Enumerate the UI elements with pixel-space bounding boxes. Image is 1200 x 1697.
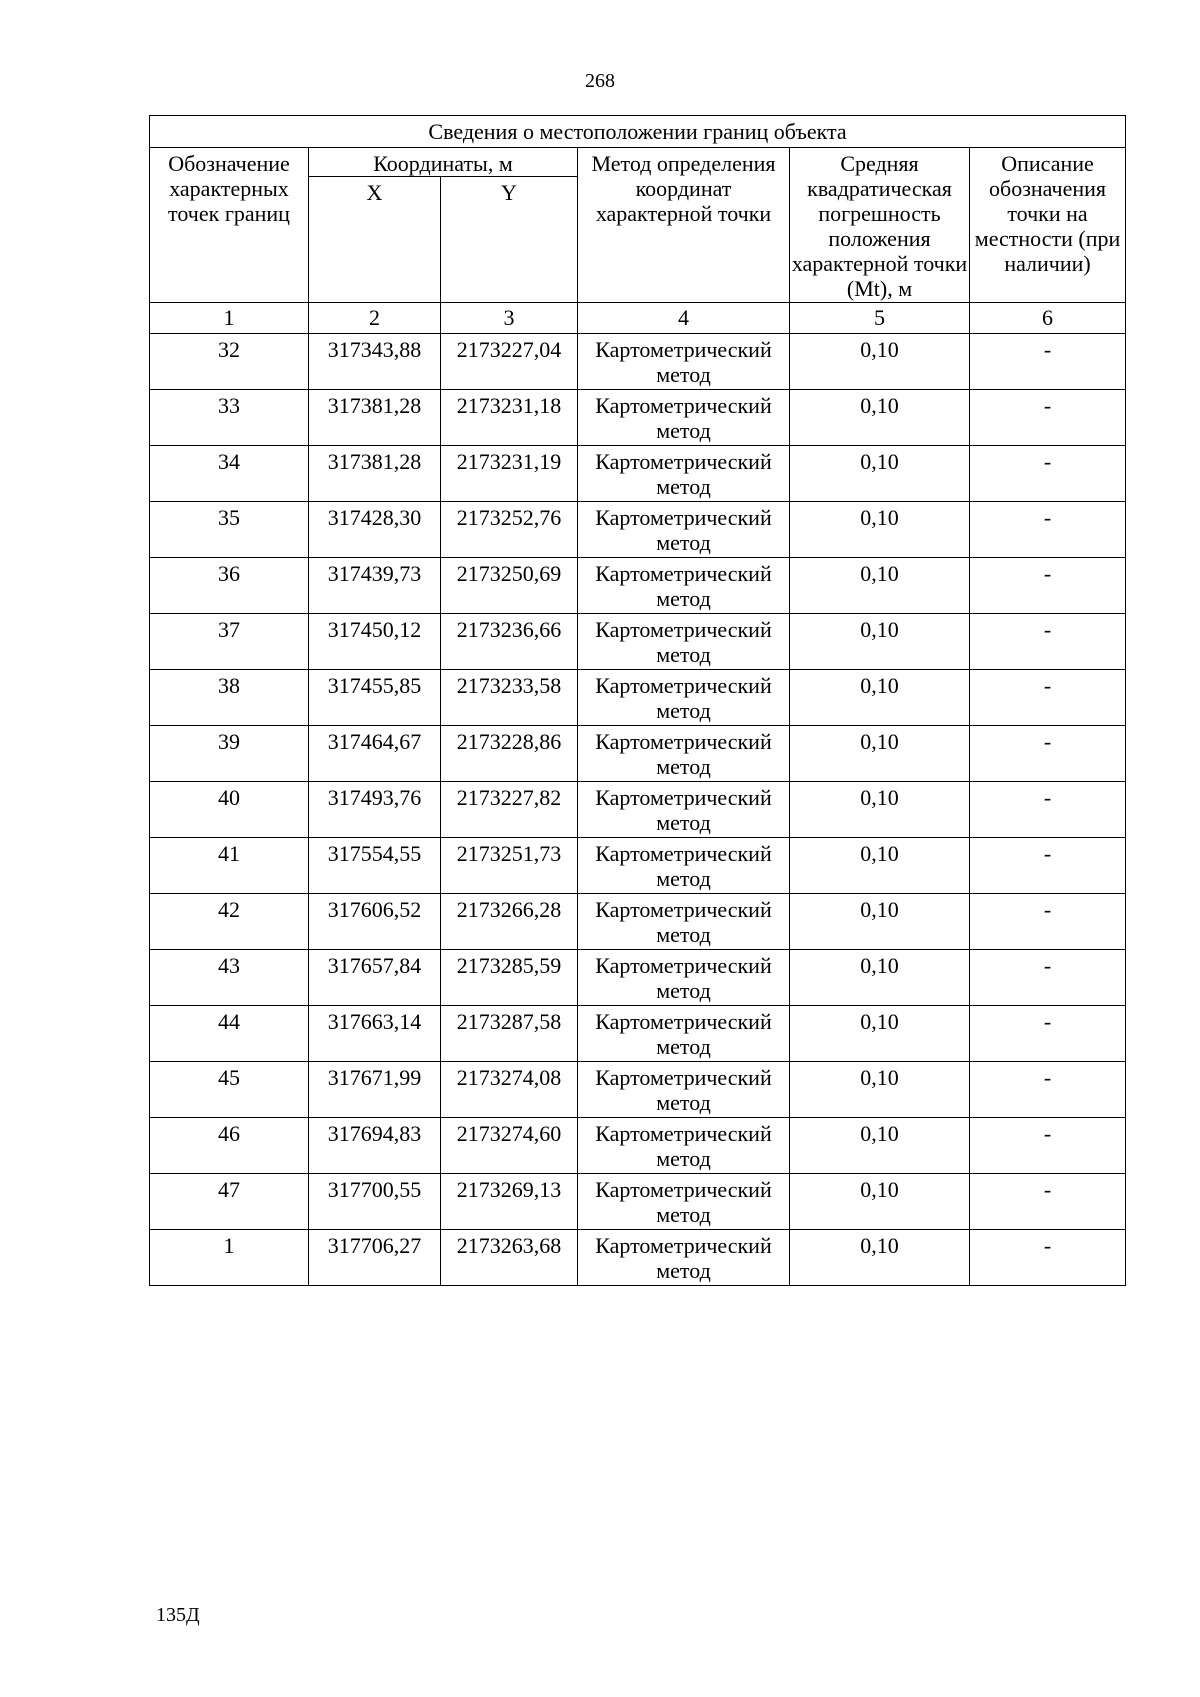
method-text: метод <box>656 1146 711 1171</box>
method-text: Картометрический <box>595 897 772 922</box>
table-row <box>150 1062 1126 1118</box>
description-cell: - <box>970 1006 1126 1062</box>
y-coordinate-cell: 2173227,82 <box>441 782 578 838</box>
point-cell: 1 <box>150 1230 309 1286</box>
y-coordinate-cell: 2173231,18 <box>441 390 578 446</box>
column-number: 2 <box>309 303 441 334</box>
description-cell: - <box>970 670 1126 726</box>
table-row <box>150 1118 1126 1174</box>
x-coordinate-cell: 317381,28 <box>309 446 441 502</box>
method-text: Картометрический <box>595 505 772 530</box>
table-row <box>150 726 1126 782</box>
method-text: Картометрический <box>595 841 772 866</box>
x-coordinate-cell: 317606,52 <box>309 894 441 950</box>
method-text: метод <box>656 978 711 1003</box>
description-cell: - <box>970 894 1126 950</box>
method-cell <box>578 1118 790 1174</box>
error-cell: 0,10 <box>790 1062 970 1118</box>
table-row <box>150 502 1126 558</box>
method-cell <box>578 502 790 558</box>
point-cell: 32 <box>150 334 309 390</box>
method-text: метод <box>656 1090 711 1115</box>
x-coordinate-cell: 317657,84 <box>309 950 441 1006</box>
method-cell <box>578 446 790 502</box>
description-cell: - <box>970 1174 1126 1230</box>
point-cell: 42 <box>150 894 309 950</box>
method-cell <box>578 670 790 726</box>
header-method: Метод определения координат характерной точки <box>578 148 790 303</box>
method-text: Картометрический <box>595 337 772 362</box>
point-cell: 40 <box>150 782 309 838</box>
description-cell: - <box>970 838 1126 894</box>
method-text: Картометрический <box>595 1065 772 1090</box>
method-cell <box>578 614 790 670</box>
error-cell: 0,10 <box>790 1174 970 1230</box>
error-cell: 0,10 <box>790 1230 970 1286</box>
table-row <box>150 894 1126 950</box>
error-cell: 0,10 <box>790 782 970 838</box>
x-coordinate-cell: 317464,67 <box>309 726 441 782</box>
description-cell: - <box>970 390 1126 446</box>
method-text: Картометрический <box>595 617 772 642</box>
x-coordinate-cell: 317694,83 <box>309 1118 441 1174</box>
method-cell <box>578 334 790 390</box>
method-cell <box>578 726 790 782</box>
header-point-designation: Обозначение характерных точек границ <box>150 148 309 303</box>
method-text: метод <box>656 418 711 443</box>
y-coordinate-cell: 2173266,28 <box>441 894 578 950</box>
method-text: метод <box>656 810 711 835</box>
table-row <box>150 1230 1126 1286</box>
x-coordinate-cell: 317671,99 <box>309 1062 441 1118</box>
table-row <box>150 1006 1126 1062</box>
method-text: Картометрический <box>595 729 772 754</box>
error-cell: 0,10 <box>790 558 970 614</box>
y-coordinate-cell: 2173231,19 <box>441 446 578 502</box>
description-cell: - <box>970 726 1126 782</box>
column-number: 6 <box>970 303 1126 334</box>
method-text: метод <box>656 362 711 387</box>
error-cell: 0,10 <box>790 334 970 390</box>
method-cell <box>578 390 790 446</box>
method-text: метод <box>656 642 711 667</box>
method-text: метод <box>656 754 711 779</box>
x-coordinate-cell: 317554,55 <box>309 838 441 894</box>
column-number: 5 <box>790 303 970 334</box>
method-text: метод <box>656 586 711 611</box>
table-row <box>150 334 1126 390</box>
table-row <box>150 1174 1126 1230</box>
point-cell: 33 <box>150 390 309 446</box>
point-cell: 47 <box>150 1174 309 1230</box>
header-description: Описание обозначения точки на местности (при наличии) <box>970 148 1126 303</box>
x-coordinate-cell: 317450,12 <box>309 614 441 670</box>
method-text: метод <box>656 922 711 947</box>
method-text: Картометрический <box>595 561 772 586</box>
y-coordinate-cell: 2173228,86 <box>441 726 578 782</box>
description-cell: - <box>970 502 1126 558</box>
point-cell: 44 <box>150 1006 309 1062</box>
method-text: Картометрический <box>595 1177 772 1202</box>
point-cell: 46 <box>150 1118 309 1174</box>
description-cell: - <box>970 782 1126 838</box>
column-number: 1 <box>150 303 309 334</box>
method-cell <box>578 1174 790 1230</box>
point-cell: 43 <box>150 950 309 1006</box>
method-text: метод <box>656 698 711 723</box>
point-cell: 45 <box>150 1062 309 1118</box>
method-text: Картометрический <box>595 393 772 418</box>
method-text: Картометрический <box>595 673 772 698</box>
page-number: 268 <box>585 70 615 92</box>
method-cell <box>578 1006 790 1062</box>
point-cell: 37 <box>150 614 309 670</box>
error-cell: 0,10 <box>790 614 970 670</box>
column-number: 4 <box>578 303 790 334</box>
error-cell: 0,10 <box>790 670 970 726</box>
y-coordinate-cell: 2173236,66 <box>441 614 578 670</box>
point-cell: 36 <box>150 558 309 614</box>
table-row <box>150 838 1126 894</box>
y-coordinate-cell: 2173252,76 <box>441 502 578 558</box>
table-body <box>150 334 1126 1286</box>
y-coordinate-cell: 2173251,73 <box>441 838 578 894</box>
method-cell <box>578 782 790 838</box>
table-row <box>150 614 1126 670</box>
x-coordinate-cell: 317493,76 <box>309 782 441 838</box>
error-cell: 0,10 <box>790 838 970 894</box>
description-cell: - <box>970 1118 1126 1174</box>
header-x: X <box>309 177 441 303</box>
method-text: метод <box>656 866 711 891</box>
y-coordinate-cell: 2173285,59 <box>441 950 578 1006</box>
x-coordinate-cell: 317700,55 <box>309 1174 441 1230</box>
error-cell: 0,10 <box>790 950 970 1006</box>
method-text: метод <box>656 1202 711 1227</box>
y-coordinate-cell: 2173274,60 <box>441 1118 578 1174</box>
table-row <box>150 558 1126 614</box>
method-text: Картометрический <box>595 1121 772 1146</box>
description-cell: - <box>970 1062 1126 1118</box>
x-coordinate-cell: 317663,14 <box>309 1006 441 1062</box>
description-cell: - <box>970 614 1126 670</box>
y-coordinate-cell: 2173287,58 <box>441 1006 578 1062</box>
table-row <box>150 782 1126 838</box>
y-coordinate-cell: 2173263,68 <box>441 1230 578 1286</box>
point-cell: 34 <box>150 446 309 502</box>
error-cell: 0,10 <box>790 502 970 558</box>
x-coordinate-cell: 317439,73 <box>309 558 441 614</box>
y-coordinate-cell: 2173227,04 <box>441 334 578 390</box>
y-coordinate-cell: 2173250,69 <box>441 558 578 614</box>
footer-code: 135Д <box>156 1604 200 1626</box>
method-text: Картометрический <box>595 953 772 978</box>
method-cell <box>578 950 790 1006</box>
x-coordinate-cell: 317428,30 <box>309 502 441 558</box>
header-coordinates: Координаты, м <box>309 148 578 177</box>
description-cell: - <box>970 446 1126 502</box>
method-text: метод <box>656 530 711 555</box>
column-numbers-row <box>150 303 1126 334</box>
point-cell: 39 <box>150 726 309 782</box>
header-y: Y <box>441 177 578 303</box>
error-cell: 0,10 <box>790 1006 970 1062</box>
x-coordinate-cell: 317381,28 <box>309 390 441 446</box>
method-cell <box>578 894 790 950</box>
error-cell: 0,10 <box>790 1118 970 1174</box>
x-coordinate-cell: 317706,27 <box>309 1230 441 1286</box>
error-cell: 0,10 <box>790 894 970 950</box>
method-cell <box>578 558 790 614</box>
table-title: Сведения о местоположении границ объекта <box>150 116 1126 148</box>
header-error: Средняя квадратическая погрешность положения характерной точки (Mt), м <box>790 148 970 303</box>
x-coordinate-cell: 317343,88 <box>309 334 441 390</box>
method-text: метод <box>656 474 711 499</box>
method-text: Картометрический <box>595 449 772 474</box>
method-cell <box>578 1062 790 1118</box>
point-cell: 38 <box>150 670 309 726</box>
method-cell <box>578 1230 790 1286</box>
y-coordinate-cell: 2173274,08 <box>441 1062 578 1118</box>
error-cell: 0,10 <box>790 446 970 502</box>
table-row <box>150 446 1126 502</box>
error-cell: 0,10 <box>790 390 970 446</box>
table-row <box>150 390 1126 446</box>
method-text: Картометрический <box>595 785 772 810</box>
method-text: Картометрический <box>595 1009 772 1034</box>
point-cell: 41 <box>150 838 309 894</box>
point-cell: 35 <box>150 502 309 558</box>
description-cell: - <box>970 950 1126 1006</box>
error-cell: 0,10 <box>790 726 970 782</box>
method-text: метод <box>656 1034 711 1059</box>
description-cell: - <box>970 1230 1126 1286</box>
y-coordinate-cell: 2173269,13 <box>441 1174 578 1230</box>
description-cell: - <box>970 558 1126 614</box>
column-number: 3 <box>441 303 578 334</box>
method-cell <box>578 838 790 894</box>
table-row <box>150 950 1126 1006</box>
method-text: Картометрический <box>595 1233 772 1258</box>
method-text: метод <box>656 1258 711 1283</box>
table-row <box>150 670 1126 726</box>
boundary-coordinates-table <box>149 115 1126 1286</box>
description-cell: - <box>970 334 1126 390</box>
y-coordinate-cell: 2173233,58 <box>441 670 578 726</box>
x-coordinate-cell: 317455,85 <box>309 670 441 726</box>
